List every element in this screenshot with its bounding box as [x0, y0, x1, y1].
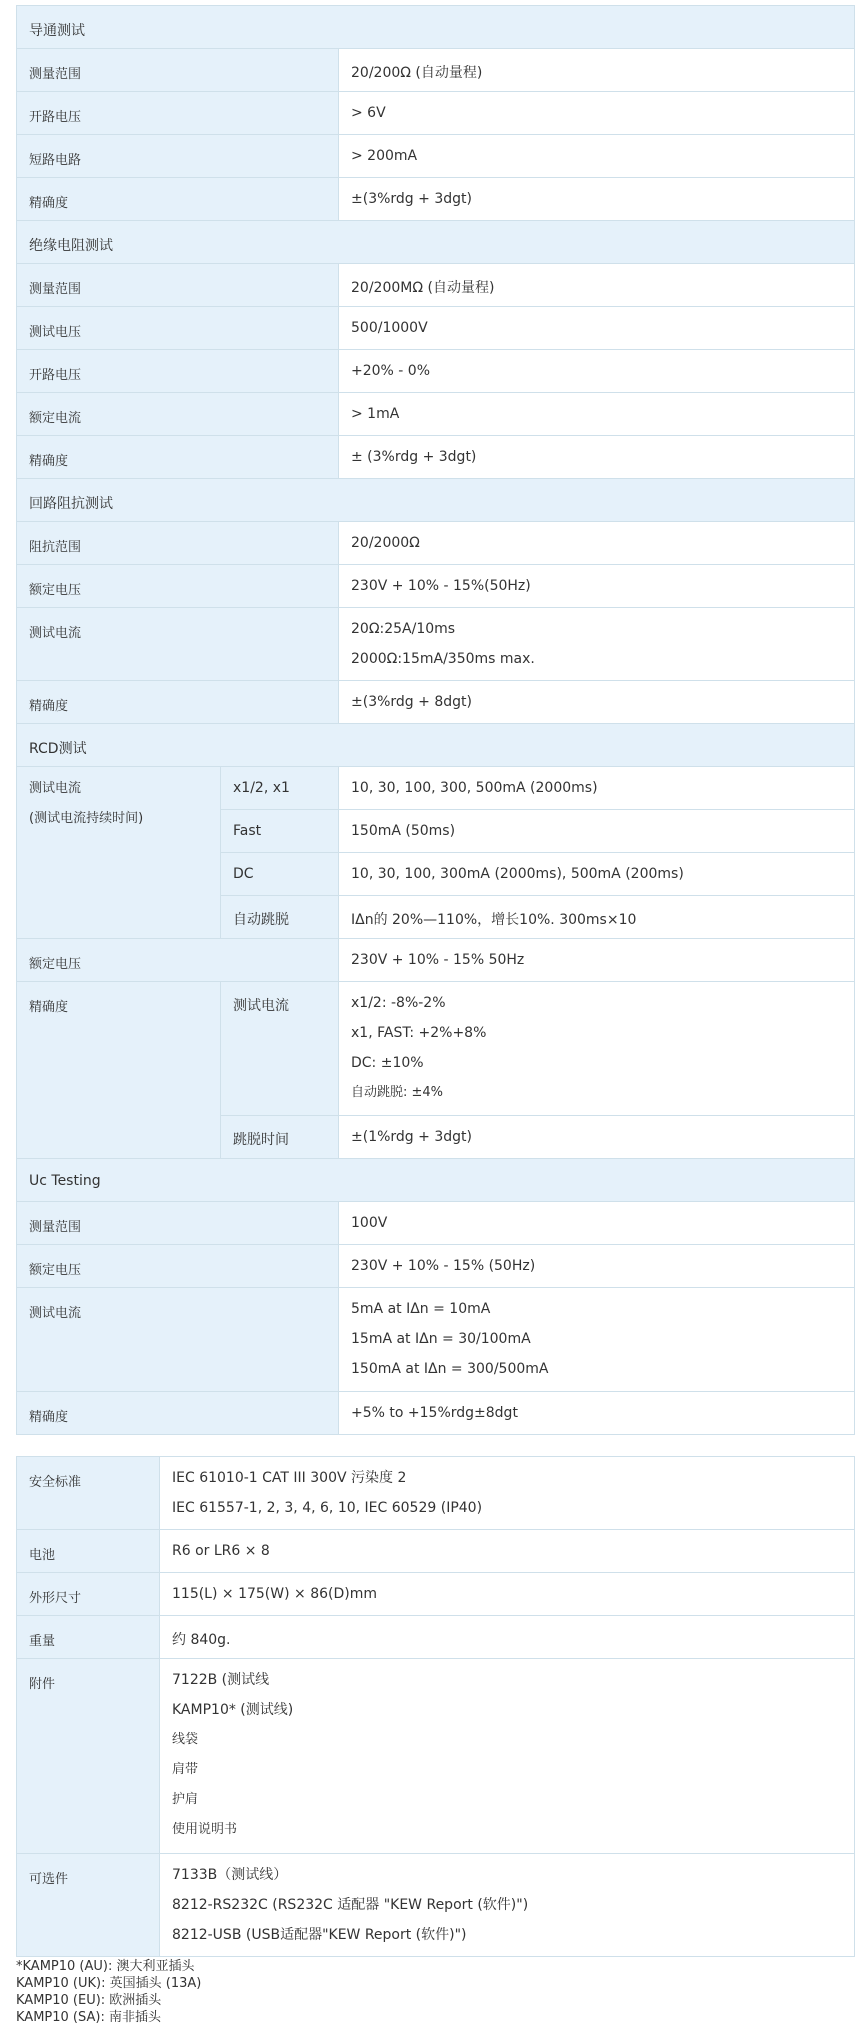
spec-row: [17, 1573, 855, 1616]
row-value: [160, 1457, 855, 1530]
row-label: 精确度: [17, 982, 221, 1159]
row-label: 附件: [17, 1659, 160, 1854]
label-line: (测试电流持续时间): [29, 811, 144, 826]
row-value: 115(L) × 175(W) × 86(D)mm: [160, 1573, 855, 1616]
row-value: 230V + 10% - 15% 50Hz: [339, 939, 855, 982]
row-label: 精确度: [17, 178, 339, 221]
spec-row: [17, 1616, 855, 1659]
section-header-uc: [17, 1159, 855, 1202]
spec-row: [17, 1530, 855, 1573]
value-line: 2000Ω:15mA/350ms max.: [351, 651, 535, 667]
row-value: +20% - 0%: [339, 350, 855, 393]
row-label: 短路电路: [17, 135, 339, 178]
spec-row: [17, 1854, 855, 1957]
section-header-continuity: [17, 6, 855, 49]
row-value: IΔn的 20%—110%，增长10%. 300ms×10: [339, 896, 855, 939]
row-label: 精确度: [17, 1392, 339, 1435]
general-spec-table: [16, 1456, 855, 1957]
spec-row: [17, 49, 855, 92]
row-label: 测量范围: [17, 264, 339, 307]
label-line: 测试电流: [29, 781, 82, 796]
row-label: 额定电压: [17, 939, 339, 982]
row-value: ±(1%rdg + 3dgt): [339, 1116, 855, 1159]
row-value: 150mA (50ms): [339, 810, 855, 853]
row-sublabel: 测试电流: [221, 982, 339, 1116]
row-label: 电池: [17, 1530, 160, 1573]
value-line: KAMP10* (测试线): [172, 1702, 294, 1718]
section-header-insulation: [17, 221, 855, 264]
footnote-line: KAMP10 (EU): 欧洲插头: [16, 1993, 162, 2008]
row-value: 230V + 10% - 15%(50Hz): [339, 565, 855, 608]
row-sublabel: 跳脱时间: [221, 1116, 339, 1159]
spec-row: [17, 135, 855, 178]
spec-row: [17, 1288, 855, 1392]
spec-table: [16, 5, 855, 1435]
value-line: 线袋: [172, 1732, 199, 1747]
row-value: 100V: [339, 1202, 855, 1245]
spec-row: [17, 1392, 855, 1435]
section-title: 回路阻抗测试: [17, 479, 855, 522]
row-label: [17, 767, 221, 939]
value-line: 7122B (测试线: [172, 1672, 270, 1688]
footnotes: [16, 1958, 201, 2026]
row-value: 20/2000Ω: [339, 522, 855, 565]
value-line: 自动跳脱: ±4%: [351, 1085, 444, 1100]
section-title: RCD测试: [17, 724, 855, 767]
row-label: 测试电流: [17, 1288, 339, 1392]
value-line: x1/2: -8%-2%: [351, 995, 446, 1011]
row-sublabel: x1/2, x1: [221, 767, 339, 810]
row-label: 精确度: [17, 681, 339, 724]
row-label: 额定电流: [17, 393, 339, 436]
spec-row: [17, 350, 855, 393]
row-label: 开路电压: [17, 350, 339, 393]
row-value: > 6V: [339, 92, 855, 135]
value-line: 7133B（测试线）: [172, 1867, 288, 1883]
row-value: 10, 30, 100, 300, 500mA (2000ms): [339, 767, 855, 810]
value-line: 8212-USB (USB适配器"KEW Report (软件)"): [172, 1927, 467, 1943]
row-label: 安全标准: [17, 1457, 160, 1530]
spec-row: [17, 608, 855, 681]
value-line: IEC 61010-1 CAT III 300V 污染度 2: [172, 1470, 407, 1486]
row-sublabel: Fast: [221, 810, 339, 853]
row-value: [339, 608, 855, 681]
row-value: [160, 1659, 855, 1854]
value-line: IEC 61557-1, 2, 3, 4, 6, 10, IEC 60529 (IP40): [172, 1500, 483, 1516]
spec-row: [17, 522, 855, 565]
section-header-rcd: [17, 724, 855, 767]
row-value: R6 or LR6 × 8: [160, 1530, 855, 1573]
row-label: 测量范围: [17, 49, 339, 92]
row-value: 500/1000V: [339, 307, 855, 350]
spec-row: [17, 178, 855, 221]
footnote-line: KAMP10 (SA): 南非插头: [16, 2010, 161, 2025]
section-title: 导通测试: [17, 6, 855, 49]
row-label: 外形尺寸: [17, 1573, 160, 1616]
row-label: 额定电压: [17, 565, 339, 608]
row-value: 20/200Ω (自动量程): [339, 49, 855, 92]
row-label: 额定电压: [17, 1245, 339, 1288]
row-value: 10, 30, 100, 300mA (2000ms), 500mA (200ms): [339, 853, 855, 896]
row-value: > 1mA: [339, 393, 855, 436]
row-value: > 200mA: [339, 135, 855, 178]
spec-row: [17, 1202, 855, 1245]
spec-row: [17, 939, 855, 982]
row-label: 测试电压: [17, 307, 339, 350]
spec-row: [17, 307, 855, 350]
row-label: 开路电压: [17, 92, 339, 135]
row-value: 230V + 10% - 15% (50Hz): [339, 1245, 855, 1288]
spec-row: [17, 767, 855, 810]
footnote-line: KAMP10 (UK): 英国插头 (13A): [16, 1976, 202, 1991]
row-value: ± (3%rdg + 3dgt): [339, 436, 855, 479]
spec-row: [17, 1457, 855, 1530]
row-label: 重量: [17, 1616, 160, 1659]
spec-row: [17, 393, 855, 436]
row-value: [339, 1288, 855, 1392]
row-sublabel: 自动跳脱: [221, 896, 339, 939]
spec-row: [17, 92, 855, 135]
row-label: 阻抗范围: [17, 522, 339, 565]
value-line: 8212-RS232C (RS232C 适配器 "KEW Report (软件)"): [172, 1897, 529, 1913]
section-header-loop: [17, 479, 855, 522]
value-line: 20Ω:25A/10ms: [351, 621, 456, 637]
row-label: 测试电流: [17, 608, 339, 681]
footnote-line: *KAMP10 (AU): 澳大利亚插头: [16, 1959, 195, 1974]
row-label: 可选件: [17, 1854, 160, 1957]
value-line: 护肩: [172, 1792, 199, 1807]
row-label: 测量范围: [17, 1202, 339, 1245]
row-value: 约 840g.: [160, 1616, 855, 1659]
value-line: 150mA at IΔn = 300/500mA: [351, 1361, 549, 1377]
spec-row: [17, 565, 855, 608]
section-title: Uc Testing: [17, 1159, 855, 1202]
spec-row: [17, 264, 855, 307]
spec-row: [17, 1659, 855, 1854]
row-value: 20/200MΩ (自动量程): [339, 264, 855, 307]
row-value: +5% to +15%rdg±8dgt: [339, 1392, 855, 1435]
value-line: DC: ±10%: [351, 1055, 424, 1071]
row-value: ±(3%rdg + 3dgt): [339, 178, 855, 221]
section-title: 绝缘电阻测试: [17, 221, 855, 264]
spec-row: [17, 982, 855, 1116]
row-label: 精确度: [17, 436, 339, 479]
row-sublabel: DC: [221, 853, 339, 896]
spec-row: [17, 436, 855, 479]
row-value: [160, 1854, 855, 1957]
value-line: 15mA at IΔn = 30/100mA: [351, 1331, 531, 1347]
value-line: 肩带: [172, 1762, 199, 1777]
row-value: ±(3%rdg + 8dgt): [339, 681, 855, 724]
row-value: [339, 982, 855, 1116]
spec-row: [17, 681, 855, 724]
spec-row: [17, 1245, 855, 1288]
value-line: 使用说明书: [172, 1822, 238, 1837]
value-line: 5mA at IΔn = 10mA: [351, 1301, 491, 1317]
value-line: x1, FAST: +2%+8%: [351, 1025, 487, 1041]
